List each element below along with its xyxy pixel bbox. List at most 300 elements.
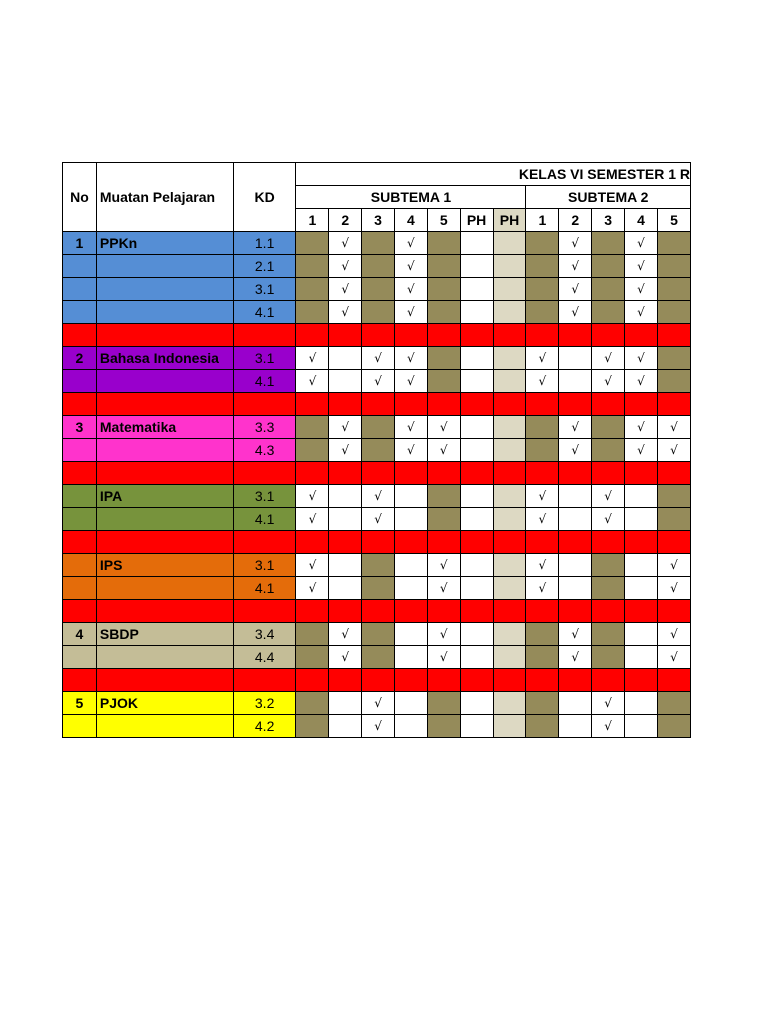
subject-name bbox=[96, 439, 233, 462]
mapping-cell bbox=[427, 347, 460, 370]
check-mark: √ bbox=[394, 301, 427, 324]
sub-column-header: 3 bbox=[592, 209, 625, 232]
mapping-cell bbox=[559, 508, 592, 531]
mapping-cell bbox=[394, 692, 427, 715]
mapping-cell bbox=[460, 255, 493, 278]
separator-cell bbox=[233, 324, 296, 347]
subject-name: SBDP bbox=[96, 623, 233, 646]
check-mark: √ bbox=[526, 485, 559, 508]
separator-row bbox=[63, 393, 691, 416]
separator-cell bbox=[526, 669, 559, 692]
col-header-no: No bbox=[63, 163, 97, 232]
mapping-cell bbox=[526, 623, 559, 646]
separator-cell bbox=[625, 531, 658, 554]
check-mark: √ bbox=[427, 554, 460, 577]
separator-row bbox=[63, 669, 691, 692]
separator-cell bbox=[559, 393, 592, 416]
check-mark: √ bbox=[362, 715, 395, 738]
check-mark: √ bbox=[329, 255, 362, 278]
separator-cell bbox=[96, 324, 233, 347]
check-mark: √ bbox=[625, 370, 658, 393]
subject-name: PPKn bbox=[96, 232, 233, 255]
check-mark: √ bbox=[559, 439, 592, 462]
kd-code: 3.3 bbox=[233, 416, 296, 439]
subject-name bbox=[96, 646, 233, 669]
mapping-cell bbox=[657, 347, 690, 370]
separator-cell bbox=[559, 600, 592, 623]
check-mark: √ bbox=[329, 278, 362, 301]
mapping-cell bbox=[493, 646, 526, 669]
separator-cell bbox=[657, 669, 690, 692]
mapping-cell bbox=[493, 577, 526, 600]
separator-cell bbox=[592, 669, 625, 692]
subject-name: PJOK bbox=[96, 692, 233, 715]
kd-code: 1.1 bbox=[233, 232, 296, 255]
mapping-cell bbox=[296, 416, 329, 439]
row-number bbox=[63, 278, 97, 301]
subject-name bbox=[96, 255, 233, 278]
check-mark: √ bbox=[657, 439, 690, 462]
table-row bbox=[63, 715, 691, 738]
separator-row bbox=[63, 600, 691, 623]
mapping-cell bbox=[329, 692, 362, 715]
separator-cell bbox=[233, 462, 296, 485]
check-mark: √ bbox=[559, 301, 592, 324]
separator-cell bbox=[625, 462, 658, 485]
mapping-cell bbox=[493, 692, 526, 715]
separator-cell bbox=[657, 600, 690, 623]
kd-code: 4.2 bbox=[233, 715, 296, 738]
mapping-cell bbox=[329, 370, 362, 393]
separator-cell bbox=[362, 393, 395, 416]
separator-cell bbox=[559, 531, 592, 554]
separator-row bbox=[63, 531, 691, 554]
separator-cell bbox=[427, 669, 460, 692]
col-header-muatan: Muatan Pelajaran bbox=[96, 163, 233, 232]
separator-cell bbox=[296, 393, 329, 416]
check-mark: √ bbox=[296, 347, 329, 370]
check-mark: √ bbox=[592, 508, 625, 531]
subject-name bbox=[96, 278, 233, 301]
mapping-cell bbox=[526, 715, 559, 738]
mapping-cell bbox=[362, 554, 395, 577]
mapping-cell bbox=[657, 301, 690, 324]
mapping-cell bbox=[362, 278, 395, 301]
separator-cell bbox=[329, 669, 362, 692]
separator-cell bbox=[63, 600, 97, 623]
mapping-cell bbox=[657, 715, 690, 738]
separator-cell bbox=[625, 393, 658, 416]
row-number: 4 bbox=[63, 623, 97, 646]
separator-cell bbox=[460, 462, 493, 485]
separator-cell bbox=[526, 324, 559, 347]
separator-cell bbox=[296, 324, 329, 347]
check-mark: √ bbox=[559, 416, 592, 439]
separator-cell bbox=[592, 531, 625, 554]
sub-column-header: 4 bbox=[625, 209, 658, 232]
table-row bbox=[63, 416, 691, 439]
table-row bbox=[63, 508, 691, 531]
separator-cell bbox=[63, 462, 97, 485]
check-mark: √ bbox=[559, 255, 592, 278]
check-mark: √ bbox=[394, 347, 427, 370]
mapping-cell bbox=[625, 485, 658, 508]
kd-code: 4.1 bbox=[233, 301, 296, 324]
mapping-cell bbox=[362, 416, 395, 439]
mapping-cell bbox=[329, 554, 362, 577]
mapping-cell bbox=[493, 416, 526, 439]
check-mark: √ bbox=[329, 623, 362, 646]
separator-cell bbox=[233, 393, 296, 416]
check-mark: √ bbox=[329, 439, 362, 462]
check-mark: √ bbox=[427, 623, 460, 646]
separator-cell bbox=[296, 669, 329, 692]
check-mark: √ bbox=[394, 232, 427, 255]
separator-cell bbox=[63, 669, 97, 692]
table-row bbox=[63, 347, 691, 370]
kd-code: 4.3 bbox=[233, 439, 296, 462]
col-header-kd: KD bbox=[233, 163, 296, 232]
mapping-cell bbox=[592, 439, 625, 462]
separator-cell bbox=[427, 462, 460, 485]
mapping-cell bbox=[362, 439, 395, 462]
separator-cell bbox=[296, 531, 329, 554]
check-mark: √ bbox=[526, 508, 559, 531]
kd-code: 4.4 bbox=[233, 646, 296, 669]
separator-cell bbox=[427, 531, 460, 554]
separator-cell bbox=[329, 531, 362, 554]
separator-cell bbox=[63, 393, 97, 416]
row-number: 5 bbox=[63, 692, 97, 715]
mapping-cell bbox=[362, 623, 395, 646]
subject-name bbox=[96, 715, 233, 738]
table-row bbox=[63, 554, 691, 577]
mapping-cell bbox=[625, 692, 658, 715]
mapping-cell bbox=[625, 577, 658, 600]
check-mark: √ bbox=[329, 232, 362, 255]
mapping-cell bbox=[394, 508, 427, 531]
row-number bbox=[63, 301, 97, 324]
separator-cell bbox=[592, 393, 625, 416]
mapping-cell bbox=[493, 485, 526, 508]
sub-column-header: 1 bbox=[526, 209, 559, 232]
mapping-cell bbox=[526, 232, 559, 255]
mapping-cell bbox=[657, 692, 690, 715]
check-mark: √ bbox=[427, 439, 460, 462]
row-number: 1 bbox=[63, 232, 97, 255]
check-mark: √ bbox=[625, 278, 658, 301]
separator-cell bbox=[362, 324, 395, 347]
table-row bbox=[63, 255, 691, 278]
sub-column-header: 1 bbox=[296, 209, 329, 232]
subject-name: Matematika bbox=[96, 416, 233, 439]
row-number bbox=[63, 439, 97, 462]
mapping-cell bbox=[493, 508, 526, 531]
check-mark: √ bbox=[592, 347, 625, 370]
mapping-cell bbox=[625, 554, 658, 577]
check-mark: √ bbox=[559, 646, 592, 669]
separator-cell bbox=[460, 531, 493, 554]
check-mark: √ bbox=[625, 255, 658, 278]
mapping-cell bbox=[427, 370, 460, 393]
mapping-cell bbox=[460, 278, 493, 301]
separator-cell bbox=[559, 462, 592, 485]
check-mark: √ bbox=[625, 416, 658, 439]
kd-code: 3.1 bbox=[233, 554, 296, 577]
check-mark: √ bbox=[526, 370, 559, 393]
separator-cell bbox=[394, 669, 427, 692]
mapping-cell bbox=[362, 232, 395, 255]
kd-code: 4.1 bbox=[233, 577, 296, 600]
row-number bbox=[63, 255, 97, 278]
mapping-cell bbox=[657, 508, 690, 531]
mapping-cell bbox=[296, 255, 329, 278]
subject-name bbox=[96, 370, 233, 393]
mapping-cell bbox=[460, 416, 493, 439]
mapping-cell bbox=[394, 646, 427, 669]
separator-cell bbox=[96, 600, 233, 623]
separator-cell bbox=[427, 393, 460, 416]
table-row bbox=[63, 439, 691, 462]
separator-cell bbox=[96, 531, 233, 554]
mapping-cell bbox=[559, 485, 592, 508]
separator-cell bbox=[427, 600, 460, 623]
mapping-cell bbox=[362, 577, 395, 600]
separator-cell bbox=[493, 393, 526, 416]
mapping-cell bbox=[427, 485, 460, 508]
check-mark: √ bbox=[559, 278, 592, 301]
sub-column-header: 2 bbox=[559, 209, 592, 232]
separator-cell bbox=[63, 531, 97, 554]
separator-cell bbox=[493, 462, 526, 485]
mapping-cell bbox=[625, 646, 658, 669]
sub-column-header: 3 bbox=[362, 209, 395, 232]
check-mark: √ bbox=[526, 554, 559, 577]
mapping-cell bbox=[460, 370, 493, 393]
table-row bbox=[63, 577, 691, 600]
check-mark: √ bbox=[394, 439, 427, 462]
separator-cell bbox=[233, 669, 296, 692]
mapping-cell bbox=[296, 692, 329, 715]
sub-column-header: 4 bbox=[394, 209, 427, 232]
mapping-cell bbox=[460, 485, 493, 508]
separator-cell bbox=[526, 462, 559, 485]
row-number: 2 bbox=[63, 347, 97, 370]
check-mark: √ bbox=[559, 623, 592, 646]
mapping-cell bbox=[493, 623, 526, 646]
separator-cell bbox=[96, 462, 233, 485]
separator-cell bbox=[460, 600, 493, 623]
table-row bbox=[63, 370, 691, 393]
check-mark: √ bbox=[296, 485, 329, 508]
separator-row bbox=[63, 324, 691, 347]
mapping-cell bbox=[493, 278, 526, 301]
mapping-cell bbox=[657, 232, 690, 255]
separator-cell bbox=[329, 462, 362, 485]
mapping-cell bbox=[296, 646, 329, 669]
mapping-cell bbox=[559, 692, 592, 715]
check-mark: √ bbox=[362, 347, 395, 370]
subject-name: IPA bbox=[96, 485, 233, 508]
mapping-cell bbox=[592, 577, 625, 600]
mapping-cell bbox=[625, 715, 658, 738]
mapping-cell bbox=[493, 301, 526, 324]
sub-column-header: PH bbox=[460, 209, 493, 232]
mapping-cell bbox=[526, 692, 559, 715]
check-mark: √ bbox=[427, 577, 460, 600]
mapping-cell bbox=[526, 301, 559, 324]
mapping-cell bbox=[427, 692, 460, 715]
separator-cell bbox=[394, 531, 427, 554]
mapping-cell bbox=[592, 646, 625, 669]
mapping-cell bbox=[427, 278, 460, 301]
mapping-cell bbox=[362, 646, 395, 669]
separator-cell bbox=[657, 393, 690, 416]
row-number bbox=[63, 577, 97, 600]
mapping-cell bbox=[657, 255, 690, 278]
mapping-cell bbox=[329, 577, 362, 600]
subject-name: IPS bbox=[96, 554, 233, 577]
mapping-cell bbox=[329, 347, 362, 370]
check-mark: √ bbox=[657, 623, 690, 646]
mapping-cell bbox=[526, 646, 559, 669]
check-mark: √ bbox=[657, 646, 690, 669]
mapping-cell bbox=[592, 278, 625, 301]
check-mark: √ bbox=[559, 232, 592, 255]
separator-cell bbox=[657, 324, 690, 347]
separator-cell bbox=[362, 462, 395, 485]
mapping-cell bbox=[460, 301, 493, 324]
separator-cell bbox=[96, 669, 233, 692]
kd-code: 3.2 bbox=[233, 692, 296, 715]
mapping-cell bbox=[460, 439, 493, 462]
table-row bbox=[63, 485, 691, 508]
separator-cell bbox=[493, 531, 526, 554]
separator-cell bbox=[592, 324, 625, 347]
check-mark: √ bbox=[427, 416, 460, 439]
separator-cell bbox=[592, 600, 625, 623]
mapping-cell bbox=[296, 439, 329, 462]
mapping-cell bbox=[427, 508, 460, 531]
separator-cell bbox=[526, 600, 559, 623]
subject-name bbox=[96, 301, 233, 324]
kd-code: 3.4 bbox=[233, 623, 296, 646]
sub-column-header: PH bbox=[493, 209, 526, 232]
mapping-cell bbox=[329, 485, 362, 508]
subject-name: Bahasa Indonesia bbox=[96, 347, 233, 370]
mapping-cell bbox=[493, 232, 526, 255]
row-number bbox=[63, 485, 97, 508]
mapping-cell bbox=[296, 232, 329, 255]
separator-cell bbox=[362, 600, 395, 623]
mapping-cell bbox=[657, 485, 690, 508]
table-row bbox=[63, 278, 691, 301]
mapping-cell bbox=[460, 232, 493, 255]
separator-cell bbox=[657, 462, 690, 485]
mapping-cell bbox=[460, 347, 493, 370]
separator-cell bbox=[394, 600, 427, 623]
separator-cell bbox=[296, 462, 329, 485]
table-row bbox=[63, 623, 691, 646]
check-mark: √ bbox=[296, 554, 329, 577]
row-number bbox=[63, 370, 97, 393]
mapping-cell bbox=[362, 255, 395, 278]
check-mark: √ bbox=[329, 646, 362, 669]
mapping-cell bbox=[329, 508, 362, 531]
check-mark: √ bbox=[657, 416, 690, 439]
subtema-2-header: SUBTEMA 2 bbox=[526, 186, 691, 209]
check-mark: √ bbox=[526, 577, 559, 600]
mapping-cell bbox=[592, 554, 625, 577]
mapping-cell bbox=[559, 715, 592, 738]
check-mark: √ bbox=[394, 416, 427, 439]
separator-cell bbox=[559, 669, 592, 692]
mapping-cell bbox=[427, 232, 460, 255]
separator-cell bbox=[526, 531, 559, 554]
check-mark: √ bbox=[592, 485, 625, 508]
mapping-cell bbox=[526, 416, 559, 439]
mapping-cell bbox=[592, 255, 625, 278]
mapping-cell bbox=[394, 554, 427, 577]
separator-cell bbox=[493, 324, 526, 347]
mapping-cell bbox=[526, 439, 559, 462]
mapping-cell bbox=[329, 715, 362, 738]
check-mark: √ bbox=[625, 347, 658, 370]
separator-cell bbox=[493, 669, 526, 692]
check-mark: √ bbox=[625, 232, 658, 255]
kd-code: 3.1 bbox=[233, 485, 296, 508]
subject-name bbox=[96, 577, 233, 600]
separator-cell bbox=[493, 600, 526, 623]
mapping-cell bbox=[460, 715, 493, 738]
separator-cell bbox=[362, 531, 395, 554]
mapping-cell bbox=[592, 301, 625, 324]
separator-cell bbox=[394, 393, 427, 416]
separator-cell bbox=[296, 600, 329, 623]
check-mark: √ bbox=[362, 508, 395, 531]
mapping-cell bbox=[296, 715, 329, 738]
separator-cell bbox=[329, 600, 362, 623]
mapping-cell bbox=[559, 577, 592, 600]
mapping-cell bbox=[296, 301, 329, 324]
check-mark: √ bbox=[657, 577, 690, 600]
separator-cell bbox=[63, 324, 97, 347]
kd-code: 3.1 bbox=[233, 278, 296, 301]
check-mark: √ bbox=[362, 485, 395, 508]
mapping-cell bbox=[526, 255, 559, 278]
check-mark: √ bbox=[625, 301, 658, 324]
separator-cell bbox=[329, 393, 362, 416]
check-mark: √ bbox=[592, 370, 625, 393]
separator-cell bbox=[394, 324, 427, 347]
mapping-cell bbox=[493, 439, 526, 462]
mapping-cell bbox=[460, 554, 493, 577]
separator-cell bbox=[625, 600, 658, 623]
mapping-cell bbox=[493, 370, 526, 393]
check-mark: √ bbox=[296, 370, 329, 393]
separator-cell bbox=[657, 531, 690, 554]
mapping-cell bbox=[493, 255, 526, 278]
separator-cell bbox=[233, 600, 296, 623]
row-number: 3 bbox=[63, 416, 97, 439]
check-mark: √ bbox=[394, 278, 427, 301]
separator-cell bbox=[460, 393, 493, 416]
mapping-cell bbox=[657, 278, 690, 301]
mapping-cell bbox=[625, 508, 658, 531]
semester-header: KELAS VI SEMESTER 1 R bbox=[296, 163, 691, 186]
mapping-cell bbox=[394, 715, 427, 738]
kd-code: 3.1 bbox=[233, 347, 296, 370]
